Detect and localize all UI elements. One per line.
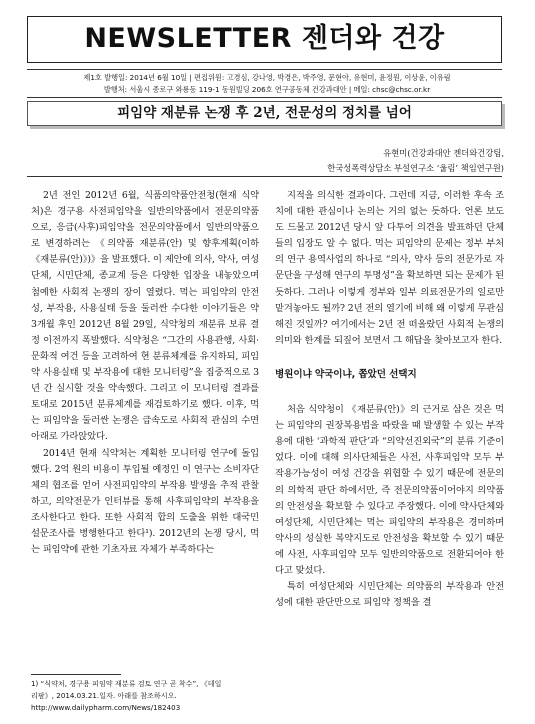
masthead-box [27,16,502,63]
author-affiliation: 한국성폭력상담소 부설연구소 ‘울림’ 책임연구원) [327,163,504,173]
left-column [31,188,259,558]
publisher-info: 발행처: 서울시 종로구 와룡동 119-1 동원빌딩 206호 연구공동체 건강과대안 | 메일: chsc@chsc.or.kr [103,85,431,94]
footnote-line: 리팜》, 2014.03.21.일자. 아래를 참조하시오. [31,691,177,700]
paragraph: 지적을 의식한 결과이다. 그런데 지금, 이러한 후속 조치에 대한 관심이나 논의는 거의 없는 듯하다. 언론 보도도 드물고 2012년 당시 앞 다투어 의견을 발표하던 단체들의 입장도 알 수 없다. 먹는 피임약의 문제는 정부 부처의 연구 용역사업의 하나로 “의사, 약사 등의 전문가로 자문단을 구성해 연구의 투명성”을 확보하면 되는 문제가 된 듯하다. 그러나 이렇게 정부와 일부 의료전문가의 일로만 맡겨놓아도 될까? 2년 전의 열기에 비해 왜 이렇게 무관심해진 것일까? 여기에서는 2년 전 떠올랐던 사회적 논쟁의 의미와 한계를 되짚어 보면서 그 해답을 찾아보고자 한다. [275,190,504,346]
issue-info: 제1호 발행일: 2014년 6월 10일 | 편집위원: 고경심, 강나영, 박경은, 박주영, 문현아, 유현미, 윤정원, 이상윤, 이유림 [83,73,451,82]
section-subhead: 병원이냐 약국이냐, 쫍았던 선택지 [275,368,417,380]
right-column [275,188,504,611]
footnote-divider [31,674,121,675]
divider [27,97,502,98]
author-byline: 유현미(건강과대안 젠더와건강팀, [383,148,504,158]
paragraph: 2014년 현재 식약처는 계획한 모니터링 연구에 돌입했다. 2억 원의 비용이 투입될 예정인 이 연구는 소비자단체의 협조를 얻어 사전피임약의 부작용 발생을 추적 관찰하고, 의약전문가 인터뷰를 통해 사후피임약의 부작용을 조사한다고 한다. 또한 사회적 합의 도출을 위한 대국민 설문조사를 병행한다고 한다¹). 2012년의 논쟁 당시, 먹는 피임약에 관한 기초자료 자체가 부족하다는 [31,447,259,556]
paragraph: 처음 식약청이 《재분류(안)》의 근거로 삼은 것은 먹는 피임약의 권장복용법을 따랐을 때 발생할 수 있는 부작용에 대한 ‘과학적 판단’과 “의약선진외국”의 분류 기준이었다. 이에 대해 의사단체들은 사전, 사후피임약 모두 부작용가능성이 여성 건강을 위협할 수 있기 때문에 전문의의 의학적 판단 하에서만, 즉 전문의약품이어야지 의약품의 안전성을 확보할 수 있다고 주장했다. 이에 약사단체와 여성단체, 시민단체는 먹는 피임약의 부작용은 경미하며 약사의 성실한 복약지도로 안전성을 확보할 수 있기 때문에 사전, 사후피임약 모두 일반의약품으로 전환되어야 한다고 맞섰다. [275,404,504,576]
masthead-title: NEWSLETTER 젠더와 건강 [84,23,445,54]
divider [27,69,502,70]
footnote-link[interactable]: http://www.dailypharm.com/News/182403 [31,703,181,712]
article-headline-box [27,101,502,126]
article-headline: 피임약 재분류 논쟁 후 2년, 전문성의 정치를 넘어 [117,105,412,121]
paragraph: 2년 전인 2012년 6월, 식품의약품안전청(현재 식약처)은 경구용 사전피임약을 일반의약품에서 전문의약품으로, 응급(사후)피임약을 전문의약품에서 일반의약품으로 변경하려는 《의약품 재분류(안) 및 향후계획(이하 《재분류(안)》)》을 발표했다. 이 제안에 의사, 약사, 여성단체, 시민단체, 종교계 등은 다양한 입장을 내놓았으며 첨예한 사회적 논쟁의 장이 열렸다. 먹는 피임약의 안전성, 부작용, 사용실태 등을 둘러싼 수다한 이야기들은 약 3개월 후인 2012년 8월 29일, 식약청의 재분류 보류 결정 이전까지 폭발했다. 식약청은 “그간의 사용관행, 사회·문화적 여건 등을 고려하여 현 분류체계를 유지하되, 피임약 사용실태 및 부작용에 대한 모니터링”을 집중적으로 3년 간 실시할 것을 약속했다. 그리고 이 모니터링 결과를 토대로 2015년 분류체계를 재검토하기로 했다. 이후, 먹는 피임약을 둘러싼 논쟁은 급속도로 사회적 관심의 수면 아래로 가라앉았다. [31,190,259,443]
paragraph: 특히 여성단체와 시민단체는 의약품의 부작용과 안전성에 대한 판단만으로 피임약 정책을 결 [275,581,504,609]
divider [27,176,502,177]
footnote [31,678,259,714]
footnote-line: 1) “식약처, 경구용 피임약 재분류 검토 연구 곧 착수”, 《데일 [31,679,222,688]
